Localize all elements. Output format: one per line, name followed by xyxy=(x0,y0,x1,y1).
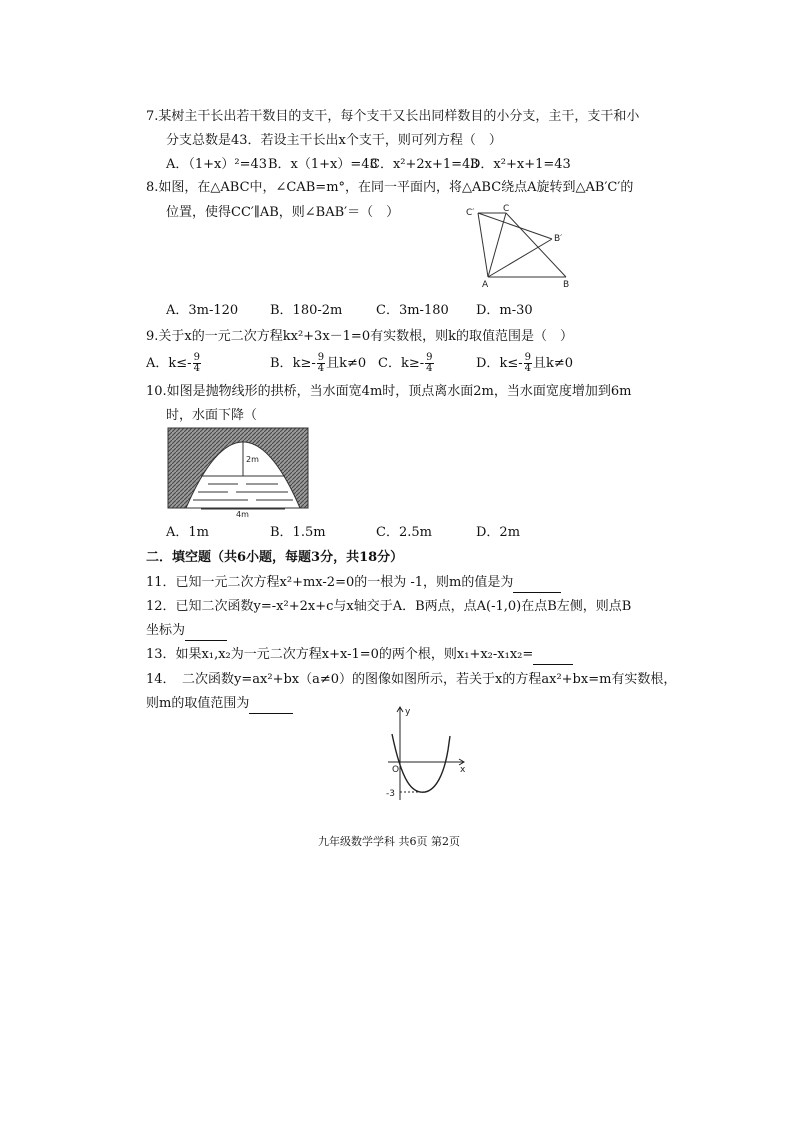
q7-option-d: D．x²+x+1=43 xyxy=(470,157,571,172)
q8-option-b: B．180-2m xyxy=(270,303,343,318)
fig8-label-a: A xyxy=(482,280,489,290)
q11-text: 11．已知一元二次方程x²+mx-2=0的一根为 -1，则m的值是为 xyxy=(146,574,561,593)
q14-parabola-graph xyxy=(384,704,474,802)
q8-line1: 8.如图，在△ABC中，∠CAB=m°，在同一平面内，将△ABC绕点A旋转到△AB′C′的 xyxy=(146,180,634,195)
q14-answer-blank[interactable] xyxy=(249,695,293,714)
q9-fraction: $\frac{9}{4}$ xyxy=(426,352,433,374)
q13-text: 13．如果x₁,x₂为一元二次方程x+x-1=0的两个根，则x₁+x₂-x₁x₂= xyxy=(146,646,573,665)
fig10-width-label: 4m xyxy=(236,510,249,519)
q9-line1: 9.关于x的一元二次方程kx²+3x－1=0有实数根，则k的取值范围是（ ） xyxy=(146,329,573,344)
q12-answer-blank[interactable] xyxy=(185,622,227,641)
q9-fraction: $\frac{9}{4}$ xyxy=(193,352,200,374)
q10-option-d: D．2m xyxy=(476,525,521,540)
q7-line2: 分支总数是43．若设主干长出x个支干，则可列方程（ ） xyxy=(166,133,502,148)
fig8-label-c: C xyxy=(503,204,510,214)
q10-line1: 10.如图是抛物线形的拱桥，当水面宽4m时，顶点离水面2m，当水面宽度增加到6m xyxy=(146,384,632,399)
q8-line2: 位置，使得CC′∥AB，则∠BAB′＝（ ） xyxy=(166,205,400,220)
q7-line1: 7.某树主干长出若干数目的支干，每个支干又长出同样数目的小分支，主干，支干和小 xyxy=(146,109,640,124)
q10-option-a: A．1m xyxy=(166,525,209,540)
fig8-label-b-prime: B′ xyxy=(554,234,563,244)
q9-fraction: $\frac{9}{4}$ xyxy=(524,352,531,374)
q10-line2: 时，水面下降（ xyxy=(166,408,258,423)
q14-line2: 则m的取值范围为 xyxy=(146,695,293,714)
q8-option-a: A．3m-120 xyxy=(166,303,239,318)
fig8-label-b: B xyxy=(563,280,570,290)
q12-line1: 12．已知二次函数y=-x²+2x+c与x轴交于A．B两点，点A(-1,0)在点B左侧，则点B xyxy=(146,599,632,614)
fig14-x-axis-label: x xyxy=(460,765,466,775)
q8-option-c: C．3m-180 xyxy=(376,303,449,318)
section-fill-in-title: 二．填空题（共6小题，每题3分，共18分） xyxy=(146,550,404,565)
q9-option-c: C．k≥- $\frac{9}{4}$ xyxy=(378,352,433,374)
q12-line2: 坐标为 xyxy=(146,622,227,641)
fig10-height-label: 2m xyxy=(246,455,259,464)
q10-option-c: C．2.5m xyxy=(376,525,432,540)
q10-option-b: B．1.5m xyxy=(270,525,326,540)
q13-answer-blank[interactable] xyxy=(533,646,573,665)
q8-triangle-figure xyxy=(460,205,580,290)
q11-answer-blank[interactable] xyxy=(513,574,561,593)
q9-option-a: A．k≤- $\frac{9}{4}$ xyxy=(146,352,200,374)
q7-option-c: C．x²+2x+1=43 xyxy=(370,157,479,172)
q7-option-b: B．x（1+x）=43 xyxy=(268,157,378,172)
fig8-label-c-prime: C′ xyxy=(466,208,475,218)
page-footer: 九年级数学学科 共6页 第2页 xyxy=(318,835,460,848)
fig14-y-axis-label: y xyxy=(405,707,411,717)
fig14-min-label: -3 xyxy=(386,789,395,799)
q8-option-d: D．m-30 xyxy=(476,303,533,318)
q10-arch-bridge-figure xyxy=(168,428,308,519)
q9-fraction: $\frac{9}{4}$ xyxy=(317,352,325,374)
q9-option-d: D．k≤- $\frac{9}{4}$ 且k≠0 xyxy=(476,352,574,374)
fig14-origin-label: O xyxy=(392,765,400,775)
q9-option-b: B．k≥- $\frac{9}{4}$ 且k≠0 xyxy=(270,352,367,374)
q7-option-a: A．（1+x）²=43 xyxy=(166,157,268,172)
q14-line1: 14． 二次函数y=ax²+bx（a≠0）的图像如图所示，若关于x的方程ax²+bx=m有实数根， xyxy=(146,672,677,687)
